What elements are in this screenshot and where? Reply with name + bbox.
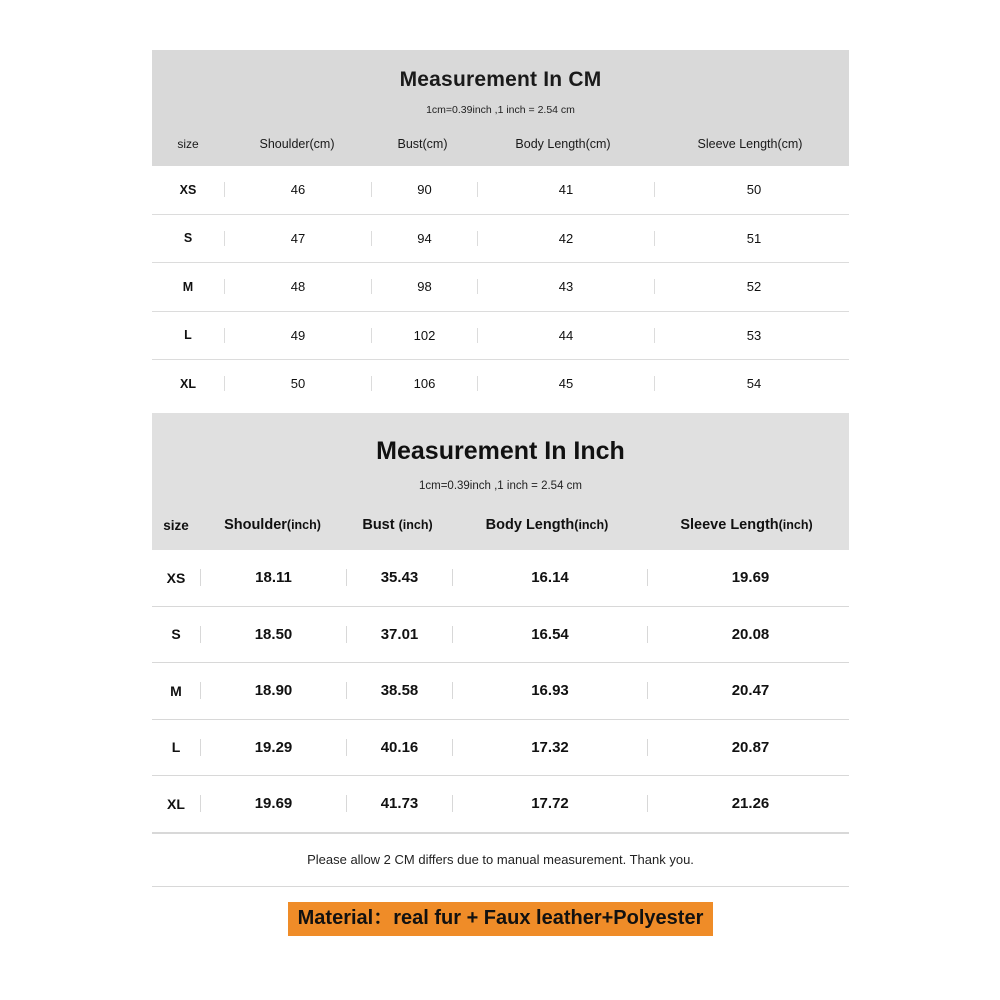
inch-cell-size: M [170, 682, 182, 699]
inch-header-bust-label: Bust [362, 517, 395, 533]
inch-cell-shoulder: 18.50 [200, 626, 346, 643]
inch-table-body [152, 550, 849, 833]
cm-cell-sleeve-length: 53 [654, 328, 853, 343]
cm-table-subtitle: 1cm=0.39inch ,1 inch = 2.54 cm [426, 104, 575, 116]
table-row [152, 663, 849, 720]
inch-cell-bust: 37.01 [346, 626, 452, 643]
cm-column-headers [152, 122, 849, 166]
cm-cell-shoulder: 48 [224, 279, 371, 294]
inch-cell-shoulder: 19.29 [200, 739, 346, 756]
cm-cell-size: XL [180, 376, 196, 391]
table-row [152, 607, 849, 664]
cm-measurement-table [152, 50, 849, 408]
inch-cell-body-length: 17.32 [452, 739, 647, 756]
inch-column-headers [152, 500, 849, 550]
cm-cell-size: L [184, 328, 192, 343]
inch-header-bust-unit: (inch) [398, 518, 433, 532]
inch-cell-sleeve-length: 21.26 [647, 795, 853, 812]
material-highlight: Material：real fur + Faux leather+Polyester [288, 902, 714, 936]
table-row [152, 720, 849, 777]
cm-cell-sleeve-length: 54 [654, 376, 853, 391]
inch-cell-bust: 35.43 [346, 569, 452, 586]
cm-cell-body-length: 44 [477, 328, 654, 343]
inch-cell-bust: 41.73 [346, 795, 452, 812]
inch-table-title: Measurement In Inch [376, 437, 625, 465]
cm-table-header [152, 50, 849, 122]
inch-header-body-label: Body Length [485, 517, 575, 533]
inch-header-body-length [450, 517, 644, 533]
inch-cell-size: XL [167, 795, 185, 812]
inch-header-bust [345, 517, 450, 533]
inch-header-sleeve-label: Sleeve Length [680, 517, 779, 533]
inch-cell-body-length: 16.54 [452, 626, 647, 643]
cm-cell-body-length: 42 [477, 231, 654, 246]
inch-cell-size: S [171, 626, 181, 643]
cm-cell-bust: 98 [371, 279, 477, 294]
cm-cell-bust: 90 [371, 182, 477, 197]
measurement-note: Please allow 2 CM differs due to manual measurement. Thank you. [307, 852, 694, 867]
inch-cell-body-length: 17.72 [452, 795, 647, 812]
cm-cell-size: XS [179, 182, 197, 197]
cm-cell-sleeve-length: 51 [654, 231, 853, 246]
inch-header-shoulder-unit: (inch) [286, 518, 321, 532]
table-row [152, 263, 849, 312]
cm-cell-size: S [183, 231, 193, 246]
inch-cell-shoulder: 18.11 [200, 569, 346, 586]
inch-cell-sleeve-length: 19.69 [647, 569, 853, 586]
cm-cell-body-length: 41 [477, 182, 654, 197]
table-row [152, 776, 849, 833]
cm-table-title: Measurement In CM [399, 68, 602, 91]
table-row [152, 550, 849, 607]
cm-header-sleeve-length: Sleeve Length(cm) [697, 137, 803, 151]
cm-cell-sleeve-length: 52 [654, 279, 853, 294]
table-row [152, 312, 849, 361]
inch-cell-sleeve-length: 20.87 [647, 739, 853, 756]
inch-cell-size: XS [166, 569, 186, 586]
inch-cell-sleeve-length: 20.08 [647, 626, 853, 643]
cm-cell-body-length: 45 [477, 376, 654, 391]
cm-cell-sleeve-length: 50 [654, 182, 853, 197]
cm-header-bust: Bust(cm) [397, 137, 448, 151]
inch-cell-shoulder: 18.90 [200, 682, 346, 699]
inch-header-sleeve-length [644, 517, 849, 533]
cm-cell-size: M [182, 279, 194, 294]
inch-cell-body-length: 16.14 [452, 569, 647, 586]
cm-header-shoulder: Shoulder(cm) [259, 137, 335, 151]
inch-header-sleeve-unit: (inch) [778, 518, 813, 532]
inch-cell-size: L [171, 739, 181, 756]
cm-cell-shoulder: 50 [224, 376, 371, 391]
cm-cell-shoulder: 46 [224, 182, 371, 197]
table-row [152, 215, 849, 264]
inch-cell-bust: 40.16 [346, 739, 452, 756]
inch-header-size: size [163, 517, 189, 533]
cm-cell-body-length: 43 [477, 279, 654, 294]
cm-cell-bust: 94 [371, 231, 477, 246]
inch-header-body-unit: (inch) [574, 518, 609, 532]
cm-cell-shoulder: 47 [224, 231, 371, 246]
inch-header-shoulder [200, 517, 345, 533]
table-row [152, 166, 849, 215]
cm-header-body-length: Body Length(cm) [515, 137, 611, 151]
cm-cell-bust: 102 [371, 328, 477, 343]
cm-cell-bust: 106 [371, 376, 477, 391]
inch-cell-body-length: 16.93 [452, 682, 647, 699]
cm-table-body [152, 166, 849, 408]
material-row [152, 887, 849, 951]
measurement-note-row [152, 833, 849, 887]
inch-measurement-table [152, 413, 849, 951]
cm-header-size: size [177, 137, 199, 151]
inch-table-subtitle: 1cm=0.39inch ,1 inch = 2.54 cm [418, 480, 582, 492]
inch-cell-shoulder: 19.69 [200, 795, 346, 812]
table-row [152, 360, 849, 408]
inch-header-shoulder-label: Shoulder [224, 517, 287, 533]
inch-table-header [152, 413, 849, 500]
inch-cell-bust: 38.58 [346, 682, 452, 699]
cm-cell-shoulder: 49 [224, 328, 371, 343]
inch-cell-sleeve-length: 20.47 [647, 682, 853, 699]
